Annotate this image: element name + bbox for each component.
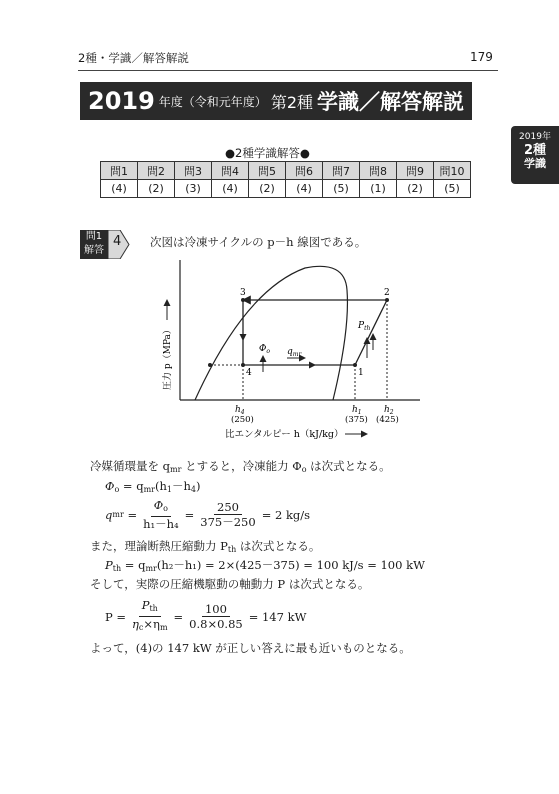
question-cell: 問10	[434, 162, 471, 180]
question-cell: 問9	[397, 162, 434, 180]
pth-label: $P_{th}$	[358, 321, 371, 332]
equation-3: $P_{th} = q_{mr}(h_2-h_1) = 2\times(425-375) = 100$ kJ/s = 100 kW	[105, 558, 425, 573]
tick-value-h1: (375)	[345, 415, 368, 425]
tick-label-h1: $h_1$	[352, 405, 362, 416]
running-header-section: 2種・学識／解答解説	[78, 51, 189, 65]
answer-label: 解答	[84, 245, 104, 256]
question-cell: 問6	[286, 162, 323, 180]
equation-4: P = $\frac{P_{th}}{\eta_c\times\eta_m}$ = $\frac{100}{0.8\times 0.85}$ = 147 kW	[105, 598, 307, 632]
answer-cell: (4)	[286, 180, 323, 198]
answer-cell: (4)	[212, 180, 249, 198]
state-point	[241, 298, 245, 302]
x-axis-label: 比エンタルピー h（kJ/kg）	[225, 429, 344, 440]
point-label: 3	[240, 288, 246, 298]
body-line-2: また，理論断熱圧縮動力 $P_{th}$ は次式となる。	[90, 539, 321, 554]
question-cell: 問2	[138, 162, 175, 180]
body-line-3: そして，実際の圧縮機駆動の軸動力 P は次式となる。	[90, 577, 370, 591]
tick-value-h2: (425)	[376, 415, 399, 425]
question-cell: 問4	[212, 162, 249, 180]
banner-era: 年度（令和元年度）	[158, 94, 267, 109]
answer-cell: (5)	[434, 180, 471, 198]
tick-label-h4: $h_4$	[235, 405, 245, 416]
question-label-box	[80, 230, 108, 259]
answer-cell: (5)	[323, 180, 360, 198]
tick-value-h4: (250)	[231, 415, 254, 425]
banner-title: 学識／解答解説	[317, 90, 464, 114]
question-cell: 問5	[249, 162, 286, 180]
banner-year: 2019	[88, 87, 155, 115]
ph-diagram	[155, 250, 435, 450]
state-point	[353, 363, 357, 367]
answer-cell: (4)	[101, 180, 138, 198]
header-rule	[78, 70, 498, 71]
answer-cell: (2)	[249, 180, 286, 198]
point-label: 4	[246, 368, 252, 378]
equation-1: $\Phi_o = q_{mr}(h_1-h_4)$	[105, 479, 201, 494]
qmr-label: $q_{mr}$	[287, 347, 302, 358]
answer-cell: (2)	[397, 180, 434, 198]
side-tab-grade: 2種	[523, 143, 547, 158]
conclusion: よって，(4)の 147 kW が正しい答えに最も近いものとなる。	[90, 641, 411, 655]
answer-cell: (1)	[360, 180, 397, 198]
state-point	[241, 363, 245, 367]
question-number: 問1	[85, 231, 103, 242]
point-label: 1	[358, 368, 364, 378]
title-banner	[80, 82, 472, 120]
state-point	[385, 298, 389, 302]
saturation-dome	[195, 266, 347, 400]
answer-table-title: ●2種学識解答●	[225, 146, 310, 160]
answer-cell: (3)	[175, 180, 212, 198]
answer-table	[100, 161, 471, 198]
phi-label: $\Phi_o$	[259, 344, 271, 355]
answer-table-header-row	[101, 162, 471, 180]
point-label: 2	[384, 288, 390, 298]
question-intro: 次図は冷凍サイクルの p－h 線図である。	[150, 235, 367, 249]
side-tab-year: 2019年	[519, 132, 551, 142]
page-number: 179	[470, 50, 493, 64]
question-cell: 問1	[101, 162, 138, 180]
question-cell: 問7	[323, 162, 360, 180]
answer-cell: (2)	[138, 180, 175, 198]
tick-label-h2: $h_2$	[384, 405, 394, 416]
equation-2: q mr = $\frac{\Phi_o}{\text{h₁－h₄}}$ = $\frac{250}{375-250}$ = 2 kg/s	[105, 498, 311, 531]
y-axis-label: 圧力 p（MPa）	[163, 325, 173, 390]
side-tab-subject: 学識	[524, 157, 546, 170]
question-answer-number: 4	[113, 234, 122, 249]
question-cell: 問3	[175, 162, 212, 180]
body-line-1: 冷媒循環量を $q_{mr}$ とすると，冷凍能力 $\Phi_o$ は次式となる。	[90, 459, 391, 474]
answer-table-answer-row	[101, 180, 471, 198]
compression-line	[355, 300, 387, 365]
side-tab	[511, 126, 559, 184]
state-point	[208, 363, 212, 367]
question-cell: 問8	[360, 162, 397, 180]
banner-grade: 第2種	[270, 92, 313, 112]
